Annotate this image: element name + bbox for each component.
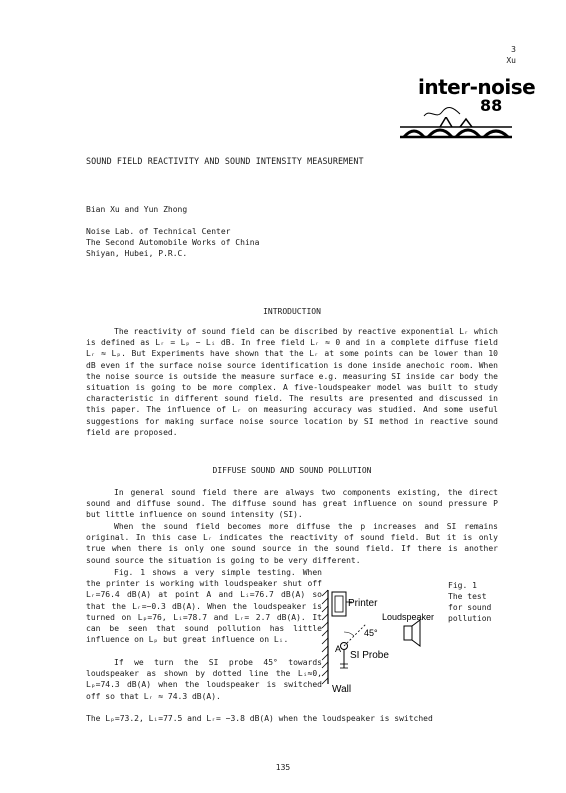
affiliation-line-1: Noise Lab. of Technical Center [86,227,231,236]
introduction-text: The reactivity of sound field can be discribed by reactive exponential Lᵣ which is defined as Lᵣ = Lₚ − Lᵢ dB. In free field Lᵣ ≈ 0 and in a complete diffuse field Lᵣ ≈ Lₚ. But Experiments have shown that the Lᵣ at some points can be lower than 10 dB even if the surface noise source identification is done inside anechoic room. When the noise source is outside the measure surface e.g. measuring SI inside car body the situation is going to be more complex. A five-loudspeaker model was built to study characteristic in different sound field. The results are presented and discussed in this paper. The influence of Lᵣ on measuring accuracy was studied. And some useful suggestions for making surface noise source location by SI method in reactive sound field are proposed. [86,327,498,437]
wall-hatch [322,590,328,684]
label-point-a: A [335,644,342,654]
figure-caption-4: pollution [448,614,492,623]
authors: Bian Xu and Yun Zhong [86,205,188,214]
figure-caption-2: The test [448,592,487,601]
loudspeaker-box [404,626,412,640]
probe-45-dotted-line [344,624,366,646]
loudspeaker-cone [412,620,420,646]
diffuse-text-2: When the sound field becomes more diffuse the p increases and SI remains original. In this case Lᵣ indicates the reactivity of sound field. But it is only true when there is only one sound source in the sound field. If there is another sound source the situation is going to be very different. [86,522,498,565]
diffuse-paragraph-5 [86,713,498,724]
diffuse-paragraph-1 [86,487,498,521]
diffuse-paragraph-3 [86,567,322,645]
bridge-icon [400,117,512,139]
label-loudspeaker: Loudspeaker [382,612,435,622]
label-printer: Printer [348,598,378,609]
page-number: 135 [275,763,291,772]
affiliation-line-3: Shiyan, Hubei, P.R.C. [86,249,188,258]
printer-box [332,592,346,616]
label-wall: Wall [332,684,352,695]
affiliation-line-2: The Second Automobile Works of China [86,238,260,247]
logo-year: 88 [480,96,503,115]
section-heading-diffuse: DIFFUSE SOUND AND SOUND POLLUTION [212,466,372,475]
introduction-paragraph [86,326,498,438]
reference-author: Xu [506,56,516,65]
diffuse-text-4: If we turn the SI probe 45° towards loudspeaker as shown by dotted line the Lᵢ≈0, Lₚ=74.3 dB(A) when the loudspeaker is switched off so that Lᵣ ≈ 74.3 dB(A). [86,658,322,701]
diffuse-text-3: Fig. 1 shows a very simple testing. When the printer is working with loudspeaker shut off Lᵣ=76.4 dB(A) at point A and Lᵢ=76.7 dB(A) so that the Lᵣ=−0.3 dB(A). When the loudspeaker is turned on Lₚ=76, Lᵢ=78.7 and Lᵣ= 2.7 dB(A). It can be seen that sound pollution has little influence on Lₚ but great influence on Lᵢ. [86,568,322,645]
logo-name: inter-noise [418,75,536,99]
printer-inner [335,596,343,612]
signature-flourish-icon [422,106,462,120]
diffuse-text-1: In general sound field there are always two components existing, the direct sound and diffuse sound. The diffuse sound has great influence on sound pressure P but little influence on sound intensity (SI). [86,488,498,520]
diffuse-paragraph-4 [86,657,322,702]
paper-title: SOUND FIELD REACTIVITY AND SOUND INTENSITY MEASUREMENT [86,156,364,166]
section-heading-introduction: INTRODUCTION [263,307,321,316]
angle-arc [344,632,354,636]
figure-caption-3: for sound [448,603,492,612]
diffuse-paragraph-2 [86,521,498,566]
figure-1-diagram [320,588,448,700]
figure-caption-1: Fig. 1 [448,581,477,590]
label-angle: 45° [364,628,378,638]
label-probe: SI Probe [350,650,389,661]
diffuse-text-5: The Lₚ=73.2, Lᵢ=77.5 and Lᵣ= −3.8 dB(A) when the loudspeaker is switched [86,714,433,723]
reference-number: 3 [511,45,516,54]
